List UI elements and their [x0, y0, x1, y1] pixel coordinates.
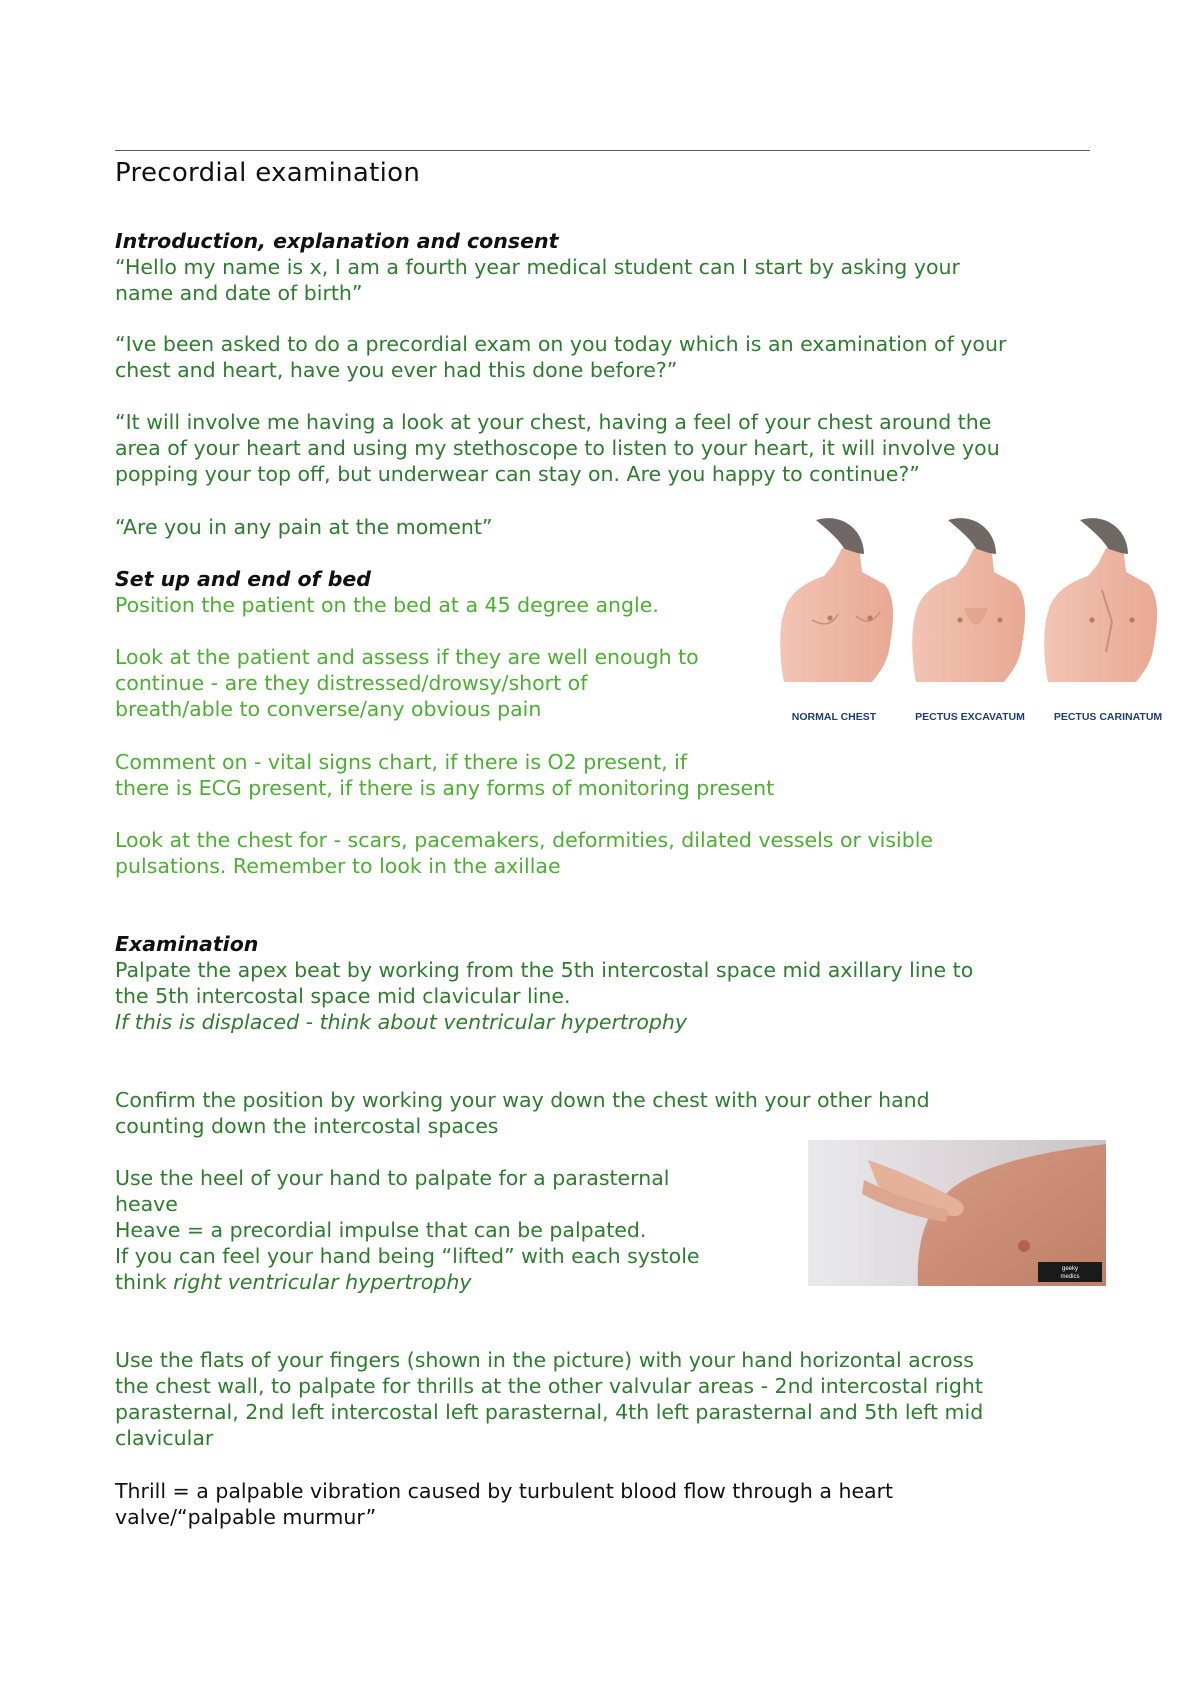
- exam-paragraph-5: [115, 1478, 893, 1530]
- text-line: Look at the patient and assess if they are well enough to: [115, 645, 699, 669]
- text-line: area of your heart and using my stethoscope to listen to your heart, it will involve you: [115, 436, 1000, 460]
- exam-heading: Examination: [115, 932, 259, 956]
- text-line: “Ive been asked to do a precordial exam on you today which is an examination of your: [115, 332, 1007, 356]
- setup-paragraph-1: Position the patient on the bed at a 45 degree angle.: [115, 593, 659, 617]
- text-line: the chest wall, to palpate for thrills at the other valvular areas - 2nd intercostal right: [115, 1374, 983, 1398]
- text-line: pulsations. Remember to look in the axillae: [115, 854, 561, 878]
- intro-paragraph-4: “Are you in any pain at the moment”: [115, 515, 493, 539]
- exam-paragraph-2: [115, 1087, 930, 1139]
- pectus-excavatum-illustration: [912, 518, 1025, 682]
- text-line: [115, 1269, 700, 1295]
- text-line: counting down the intercostal spaces: [115, 1114, 499, 1138]
- watermark-line-2: medics: [1060, 1274, 1080, 1280]
- normal-chest-illustration: [780, 518, 893, 682]
- setup-paragraph-3: [115, 749, 774, 801]
- chest-deformity-figure: [772, 512, 1180, 738]
- palpation-photo: [808, 1140, 1106, 1290]
- text-span-italic: right ventricular hypertrophy: [173, 1270, 472, 1294]
- text-span: think: [115, 1270, 174, 1294]
- exam-paragraph-3: [115, 1165, 700, 1295]
- pectus-carinatum-illustration: [1044, 518, 1157, 682]
- text-line: the 5th intercostal space mid clavicular line.: [115, 984, 571, 1008]
- text-line: continue - are they distressed/drowsy/short of: [115, 671, 588, 695]
- text-line: heave: [115, 1192, 178, 1216]
- text-line: Thrill = a palpable vibration caused by turbulent blood flow through a heart: [115, 1479, 894, 1503]
- setup-heading: Set up and end of bed: [115, 567, 371, 591]
- text-line: valve/“palpable murmur”: [115, 1505, 377, 1529]
- page-title: Precordial examination: [115, 158, 421, 188]
- text-line: Use the heel of your hand to palpate for a parasternal: [115, 1166, 670, 1190]
- palpation-photo-image: [808, 1140, 1106, 1286]
- text-line: clavicular: [115, 1426, 214, 1450]
- text-line-italic: If this is displaced - think about ventricular hypertrophy: [115, 1010, 688, 1034]
- text-line: Look at the chest for - scars, pacemakers, deformities, dilated vessels or visible: [115, 828, 934, 852]
- text-line: there is ECG present, if there is any forms of monitoring present: [115, 776, 775, 800]
- text-line: popping your top off, but underwear can stay on. Are you happy to continue?”: [115, 462, 920, 486]
- text-line: Palpate the apex beat by working from the 5th intercostal space mid axillary line to: [115, 958, 974, 982]
- caption-pectus-carinatum: PECTUS CARINATUM: [1053, 711, 1163, 723]
- caption-normal-chest: NORMAL CHEST: [791, 711, 877, 723]
- exam-paragraph-1: [115, 957, 973, 1035]
- text-line: If you can feel your hand being “lifted” with each systole: [115, 1244, 700, 1268]
- intro-paragraph-2: [115, 331, 1006, 383]
- setup-paragraph-4: [115, 827, 933, 879]
- text-line: name and date of birth”: [115, 281, 363, 305]
- text-line: breath/able to converse/any obvious pain: [115, 697, 542, 721]
- setup-paragraph-2: [115, 644, 699, 722]
- caption-pectus-excavatum: PECTUS EXCAVATUM: [915, 711, 1025, 723]
- chest-illustrations: [772, 512, 1180, 734]
- watermark-line-1: geeky: [1061, 1266, 1079, 1272]
- text-line: Use the flats of your fingers (shown in the picture) with your hand horizontal across: [115, 1348, 974, 1372]
- text-line: chest and heart, have you ever had this done before?”: [115, 358, 678, 382]
- text-line: Comment on - vital signs chart, if there is O2 present, if: [115, 750, 688, 774]
- text-line: “Hello my name is x, I am a fourth year medical student can I start by asking your: [115, 255, 960, 279]
- text-line: parasternal, 2nd left intercostal left parasternal, 4th left parasternal and 5th left mid: [115, 1400, 984, 1424]
- text-line: Heave = a precordial impulse that can be palpated.: [115, 1218, 647, 1242]
- intro-paragraph-3: [115, 409, 1000, 487]
- intro-heading: Introduction, explanation and consent: [115, 229, 559, 253]
- exam-paragraph-4: [115, 1347, 983, 1451]
- text-line: “It will involve me having a look at your chest, having a feel of your chest around the: [115, 410, 992, 434]
- intro-paragraph-1: [115, 254, 960, 306]
- text-line: Confirm the position by working your way down the chest with your other hand: [115, 1088, 930, 1112]
- header-rule: [115, 150, 1090, 151]
